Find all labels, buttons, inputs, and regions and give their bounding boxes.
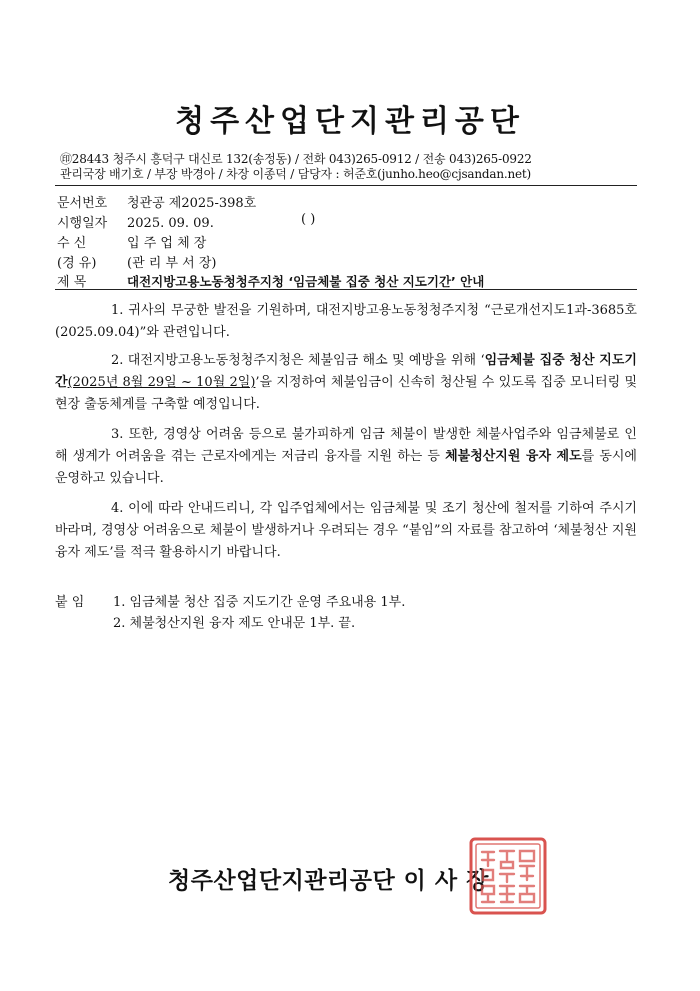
organization-title: 청주산업단지관리공단 bbox=[175, 104, 525, 139]
recipient-value: 입 주 업 체 장 bbox=[127, 236, 207, 251]
date-label: 시행일자 bbox=[57, 216, 108, 231]
recipient-label: 수 신 bbox=[57, 236, 87, 251]
attachment-item-2: 2. 체불청산지원 융자 제도 안내문 1부. 끝. bbox=[113, 616, 356, 631]
signer-name: 청주산업단지관리공단 이 사 장 bbox=[168, 868, 489, 894]
contact-address-line: ㊞28443 청주시 흥덕구 대신로 132(송정동) / 전화 043)265-0912 / 전송 043)265-0922 bbox=[60, 152, 532, 166]
subject-row bbox=[57, 271, 484, 288]
paragraph-1-text: 1. 귀사의 무궁한 발전을 기원하며, 대전지방고용노동청청주지청 “근로개선지도1과-3685호(2025.09.04)”와 관련입니다. bbox=[55, 303, 637, 340]
doc-number-row bbox=[57, 192, 256, 209]
attachment-label: 붙 임 bbox=[55, 595, 85, 610]
paragraph-1 bbox=[55, 300, 637, 344]
recipient-row bbox=[57, 232, 206, 249]
paragraph-4-text: 4. 이에 따라 안내드리니, 각 입주업체에서는 임금체불 및 조기 청산에 철저를 기하여 주시기 바라며, 경영상 어려움으로 체불이 발생하거나 우려되는 경우 “붙임”의 자료를 참고하여 ‘체불청산 지원 융자 제도’를 적극 활용하시기 바랍니다. bbox=[55, 501, 637, 560]
paragraph-4 bbox=[55, 498, 637, 564]
paragraph-2-text-b: ’을 지정하여 체불임금이 신속히 청산될 수 있도록 집중 모니터링 및 현장 출동체계를 구축할 예정입니다. bbox=[55, 375, 637, 412]
paragraph-3-text-b: 를 동시에 운영하고 있습니다. bbox=[55, 449, 637, 486]
paragraph-3 bbox=[55, 424, 637, 490]
subject-value: 대전지방고용노동청청주지청 ‘임금체불 집중 청산 지도기간’ 안내 bbox=[127, 274, 485, 289]
doc-number-label: 문서번호 bbox=[57, 196, 108, 211]
header-divider bbox=[55, 185, 637, 186]
date-paren: ( ) bbox=[301, 212, 316, 227]
via-value: (관 리 부 서 장) bbox=[127, 256, 217, 271]
paragraph-3-text-a: 3. 또한, 경영상 어려움 등으로 불가피하게 임금 체불이 발생한 체불사업주와 임금체불로 인해 생계가 어려움을 겪는 근로자에게는 저금리 융자를 지원 하는 등 bbox=[55, 427, 637, 464]
paragraph-2-period: (2025년 8월 29일 ~ 10월 2일) bbox=[67, 375, 256, 390]
attachment-item-1: 1. 임금체불 청산 집중 지도기간 운영 주요내용 1부. bbox=[113, 595, 406, 610]
via-row bbox=[57, 252, 216, 269]
paragraph-2-text-a: 2. 대전지방고용노동청청주지청은 체불임금 해소 및 예방을 위해 ‘ bbox=[111, 353, 485, 368]
date-row bbox=[57, 212, 637, 229]
subject-label: 제 목 bbox=[57, 275, 87, 290]
doc-number-value: 청관공 제2025-398호 bbox=[127, 196, 257, 211]
attachment-2 bbox=[113, 612, 355, 631]
paragraph-2 bbox=[55, 350, 637, 416]
date-value: 2025. 09. 09. bbox=[127, 216, 214, 231]
official-seal-icon bbox=[468, 836, 548, 916]
attachment-1 bbox=[55, 591, 405, 610]
paragraph-2-bold: 임금체불 집중 청산 지도기간 bbox=[55, 353, 637, 390]
contact-staff-line: 관리국장 배기호 / 부장 박경아 / 차장 이종덕 / 담당자 : 허준호(junho.heo@cjsandan.net) bbox=[60, 167, 532, 181]
via-label: (경 유) bbox=[57, 256, 97, 271]
subject-divider bbox=[55, 289, 637, 290]
paragraph-3-bold: 체불청산지원 융자 제도 bbox=[445, 449, 582, 464]
